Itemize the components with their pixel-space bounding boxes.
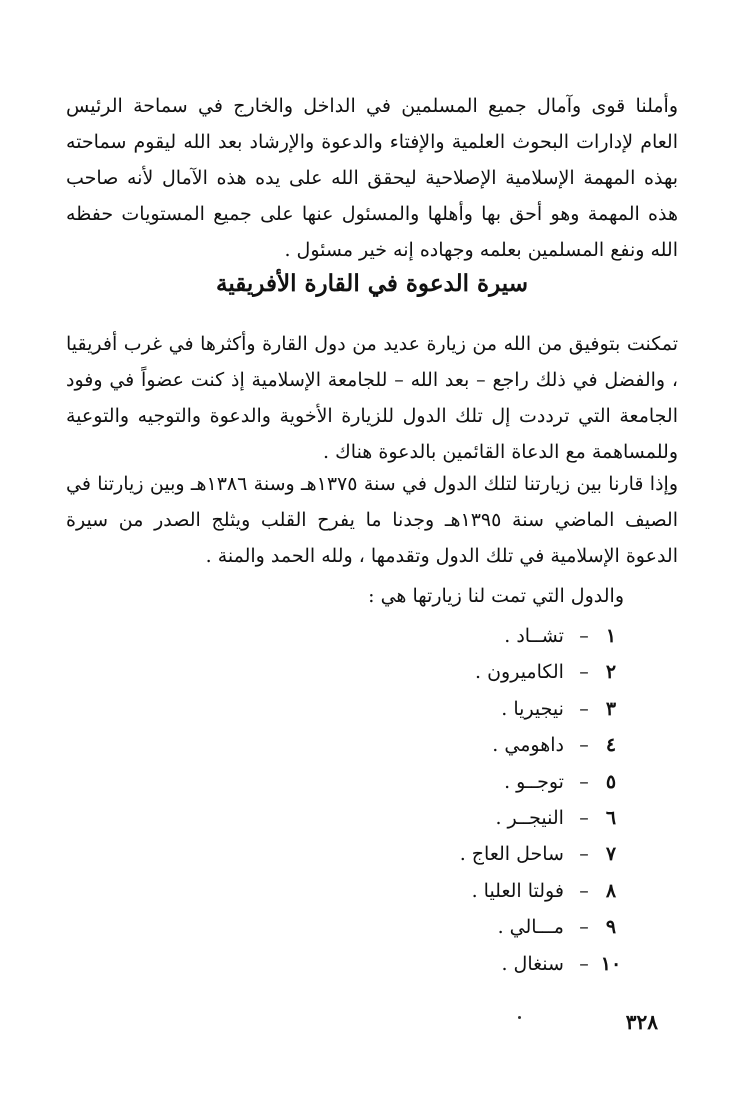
item-dash: – [579, 879, 589, 902]
list-item [460, 800, 624, 836]
item-dash: – [579, 697, 589, 720]
item-number: ٤ [605, 734, 617, 757]
stray-dot-mark [518, 1016, 521, 1019]
list-item [460, 946, 624, 982]
list-item [460, 691, 624, 727]
item-dash: – [579, 661, 589, 684]
item-dash: – [579, 952, 589, 975]
paragraph-visits: تمكنت بتوفيق من الله من زيارة عديد من دول القارة وأكثرها في غرب أفريقيا ، والفضل في ذلك راجع – بعد الله – للجامعة الإسلامية إذ كنت عضواً في وفود الجامعة التي ترددت إل تلك الدول للزيارة الأخوية والدعوة والتوجيه والتوعية وللمساهمة مع الدعاة القائمين بالدعوة هناك . [66, 333, 679, 463]
item-number: ٧ [605, 843, 617, 866]
country-name: تشــاد . [504, 625, 564, 647]
item-number: ٣ [605, 697, 617, 720]
item-number: ٥ [605, 770, 617, 793]
paragraph-comparison: وإذا قارنا بين زيارتنا لتلك الدول في سنة ١٣٧٥هـ وسنة ١٣٨٦هـ وبين زيارتنا في الصيف الماضي سنة ١٣٩٥هـ وجدنا ما يفرح القلب ويثلج الصدر من سيرة الدعوة الإسلامية في تلك الدول وتقدمها ، ولله الحمد والمنة . [66, 473, 678, 567]
item-dash: – [579, 843, 589, 866]
item-dash: – [579, 625, 589, 647]
list-item [460, 654, 624, 690]
country-name: ساحل العاج . [459, 843, 564, 866]
country-name: داهومي . [492, 734, 564, 757]
list-item [460, 727, 624, 763]
country-name: سنغال . [501, 952, 564, 975]
item-number: ١ [605, 625, 617, 647]
item-number: ٢ [605, 661, 617, 684]
item-dash: – [579, 770, 589, 793]
list-item [460, 618, 624, 654]
countries-list [460, 618, 624, 982]
list-item [460, 909, 624, 945]
country-name: النيجــر . [495, 806, 564, 829]
list-item [460, 836, 624, 872]
page-number: ٣٢٨ [625, 1010, 658, 1034]
item-number: ٨ [605, 879, 617, 902]
item-dash: – [579, 806, 589, 829]
list-item [460, 873, 624, 909]
list-item [460, 764, 624, 800]
paragraph-hopes: وأملنا قوى وآمال جميع المسلمين في الداخل والخارج في سماحة الرئيس العام لإدارات البحوث العلمية والإفتاء والدعوة والإرشاد بعد الله ليقوم سماحته بهذه المهمة الإسلامية الإصلاحية ليحقق الله على يده هذه الآمال لأنه صاحب هذه المهمة وهو أحق بها وأهلها والمسئول عنها على جميع المستويات حفظه الله ونفع المسلمين بعلمه وجهاده إنه خير مسئول . [66, 95, 678, 261]
item-dash: – [579, 734, 589, 757]
country-name: نيجيريا . [501, 697, 564, 720]
section-heading: سيرة الدعوة في القارة الأفريقية [216, 270, 528, 297]
item-number: ٦ [605, 806, 617, 829]
country-name: الكاميرون . [475, 661, 564, 684]
item-dash: – [579, 916, 589, 939]
country-name: مـــالي . [497, 916, 564, 939]
country-name: فولتا العليا . [471, 879, 564, 902]
country-name: توجــو . [504, 770, 564, 793]
item-number: ٩ [605, 916, 617, 939]
list-intro: والدول التي تمت لنا زيارتها هي : [368, 585, 624, 607]
item-number: ١٠ [600, 952, 622, 975]
